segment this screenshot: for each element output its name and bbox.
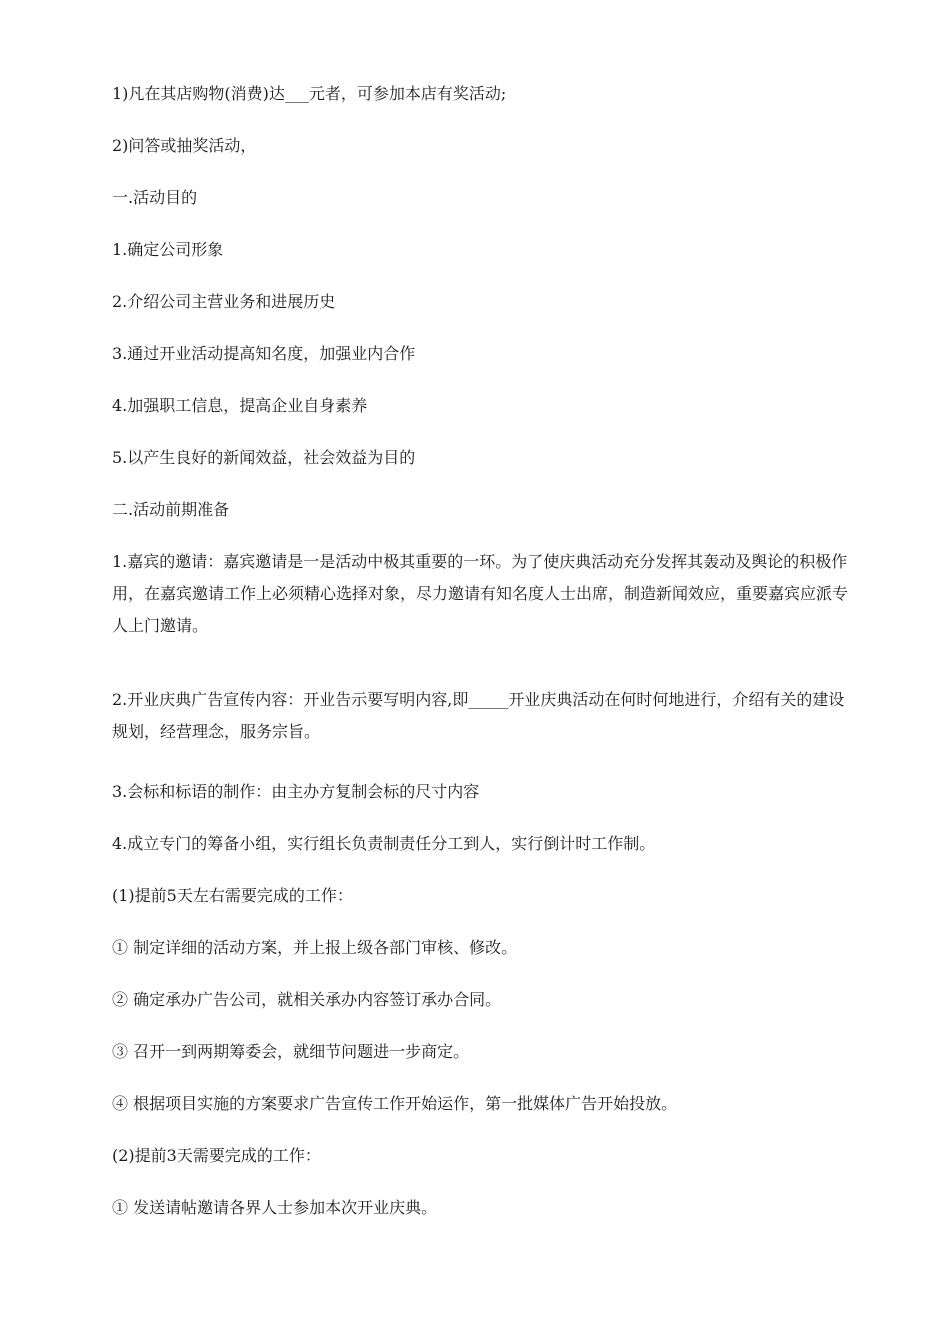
list-item-5days-4: ④ 根据项目实施的方案要求广告宣传工作开始运作，第一批媒体广告开始投放。 (112, 1094, 678, 1113)
paragraph-quiz-lottery: 2)问答或抽奖活动， (112, 136, 257, 155)
list-item-purpose-2: 2.介绍公司主营业务和进展历史 (112, 292, 336, 311)
list-item-prep-group: 4.成立专门的筹备小组，实行组长负责制责任分工到人，实行倒计时工作制。 (112, 834, 656, 853)
list-item-purpose-5: 5.以产生良好的新闻效益，社会效益为目的 (112, 448, 416, 467)
list-item-purpose-4: 4.加强职工信息，提高企业自身素养 (112, 396, 368, 415)
list-item-3days-1: ① 发送请帖邀请各界人士参加本次开业庆典。 (112, 1198, 438, 1217)
subheading-3-days: (2)提前3天需要完成的工作： (112, 1146, 321, 1165)
list-item-advertising: 2.开业庆典广告宣传内容：开业告示要写明内容,即_____开业庆典活动在何时何地进行，介绍有关的建设规划，经营理念，服务宗旨。 (112, 690, 845, 741)
heading-preparation: 二.活动前期准备 (112, 500, 230, 519)
list-item-purpose-3: 3.通过开业活动提高知名度，加强业内合作 (112, 344, 416, 363)
list-item-5days-1: ① 制定详细的活动方案，并上报上级各部门审核、修改。 (112, 938, 518, 957)
list-item-guest-invitation: 1.嘉宾的邀请：嘉宾邀请是一是活动中极其重要的一环。为了使庆典活动充分发挥其轰动及舆论的积极作用，在嘉宾邀请工作上必须精心选择对象，尽力邀请有知名度人士出席，制造新闻效应，重要嘉宾应派专人上门邀请。 (112, 552, 849, 635)
heading-activity-purpose: 一.活动目的 (112, 188, 198, 207)
subheading-5-days: (1)提前5天左右需要完成的工作： (112, 886, 353, 905)
list-item-5days-3: ③ 召开一到两期筹委会，就细节问题进一步商定。 (112, 1042, 470, 1061)
list-item-5days-2: ② 确定承办广告公司，就相关承办内容签订承办合同。 (112, 990, 502, 1009)
list-item-purpose-1: 1.确定公司形象 (112, 240, 224, 259)
paragraph-prize-condition: 1)凡在其店购物(消费)达___元者，可参加本店有奖活动; (112, 84, 507, 103)
list-item-banner-slogan: 3.会标和标语的制作：由主办方复制会标的尺寸内容 (112, 782, 480, 801)
